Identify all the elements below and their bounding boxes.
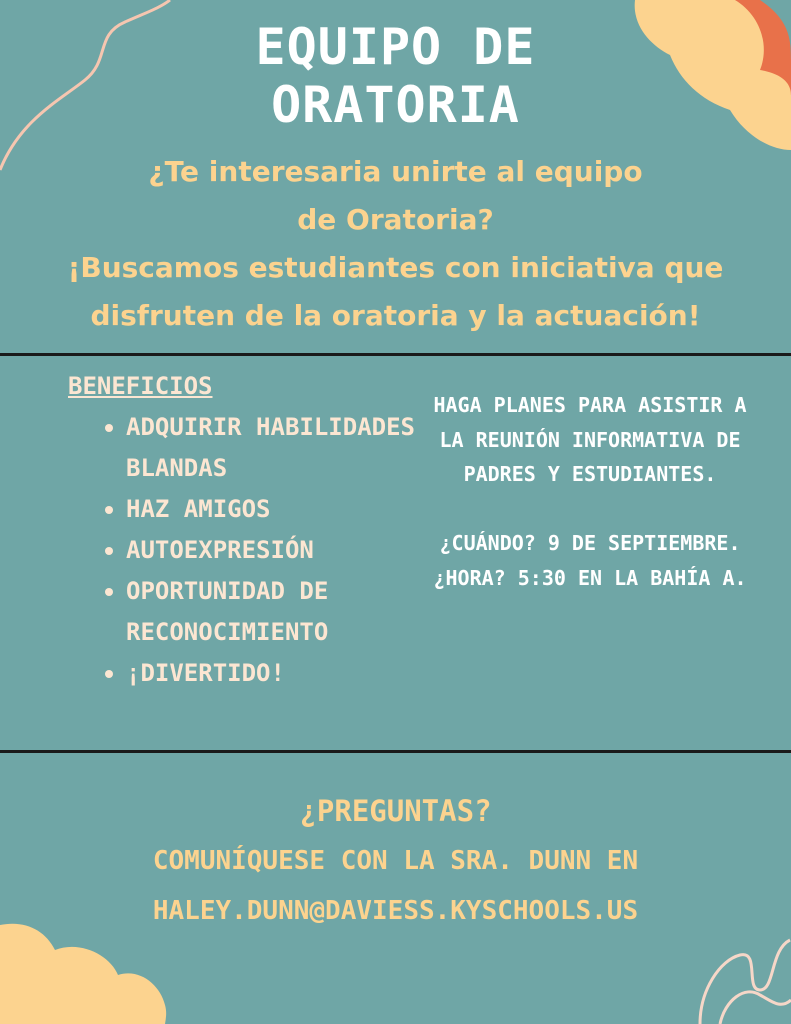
contact-email: HALEY.DUNN@DAVIESS.KYSCHOOLS.US — [152, 896, 639, 926]
intro-question — [0, 148, 791, 244]
benefit-item: ADQUIRIR HABILIDADES BLANDAS — [126, 407, 428, 489]
intro-question-line-2: de Oratoria? — [297, 203, 494, 236]
meeting-info — [430, 388, 750, 595]
title-line-1: EQUIPO DE — [255, 18, 536, 76]
meeting-invite: HAGA PLANES PARA ASISTIR A LA REUNIÓN INFORMATIVA DE PADRES Y ESTUDIANTES. — [433, 393, 747, 486]
poster-title — [0, 18, 791, 134]
benefit-item: ¡DIVERTIDO! — [126, 653, 428, 694]
benefit-item: HAZ AMIGOS — [126, 489, 428, 530]
benefits-section — [68, 366, 428, 694]
contact-question: ¿PREGUNTAS? — [299, 794, 492, 828]
contact-line-1: COMUNÍQUESE CON LA SRA. DUNN EN — [152, 846, 639, 876]
squiggle-bottom-right — [700, 940, 791, 1024]
intro-call-line-1: ¡Buscamos estudiantes con iniciativa que — [67, 251, 724, 284]
intro-question-line-1: ¿Te interesaria unirte al equipo — [148, 155, 643, 188]
intro-call-line-2: disfruten de la oratoria y la actuación! — [90, 299, 701, 332]
contact-section — [0, 786, 791, 936]
blob-bottom-left — [0, 924, 166, 1024]
divider-bottom — [0, 750, 791, 753]
benefit-item: OPORTUNIDAD DE RECONOCIMIENTO — [126, 571, 428, 653]
benefit-item: AUTOEXPRESIÓN — [126, 530, 428, 571]
benefits-list — [68, 407, 428, 694]
meeting-when: ¿CUÁNDO? 9 DE SEPTIEMBRE. ¿HORA? 5:30 EN LA BAHÍA A. — [433, 531, 747, 590]
benefits-title: BENEFICIOS — [68, 372, 213, 400]
divider-top — [0, 353, 791, 356]
intro-call — [0, 244, 791, 340]
title-line-2: ORATORIA — [271, 76, 520, 134]
